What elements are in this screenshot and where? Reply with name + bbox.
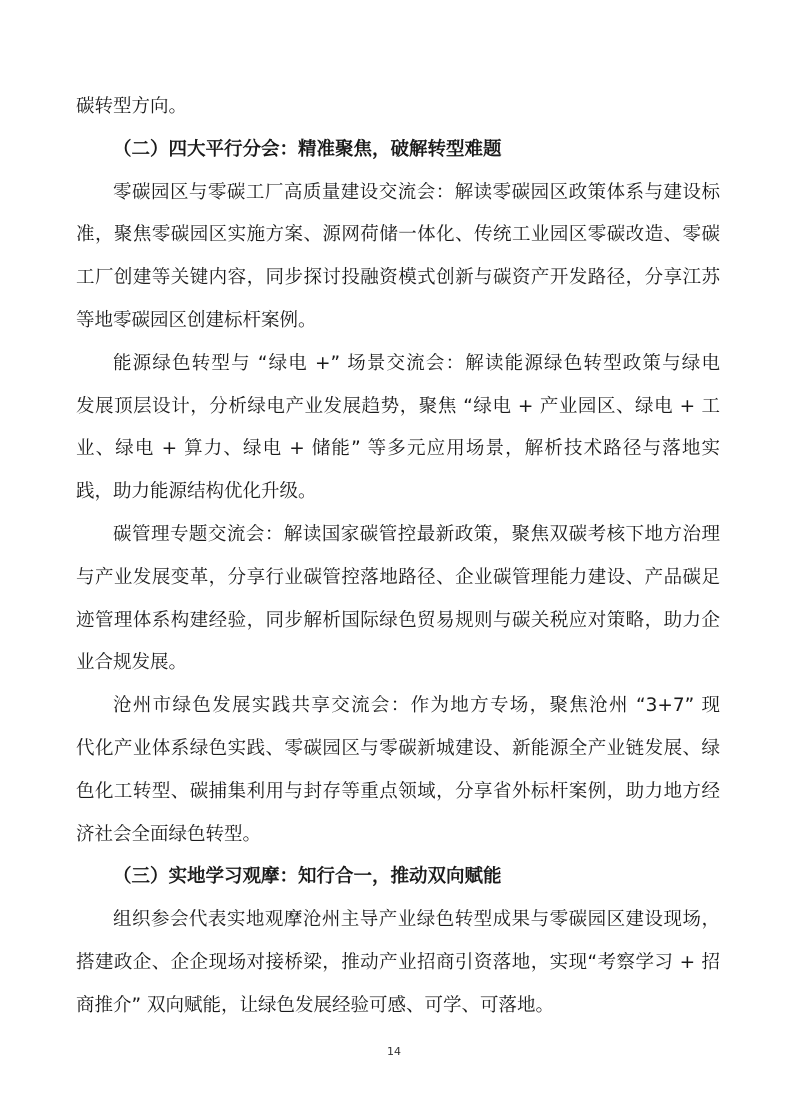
paragraph-line: 践，助力能源结构优化升级。 <box>76 481 317 503</box>
paragraph-line: 色化工转型、碳捕集利用与封存等重点领域，分享省外标杆案例，助力地方经 <box>76 780 720 802</box>
paragraph-line: 组织参会代表实地观摩沧州主导产业绿色转型成果与零碳园区建设现场， <box>113 909 720 931</box>
paragraph-line: 代化产业体系绿色实践、零碳园区与零碳新城建设、新能源全产业链发展、绿 <box>76 737 720 759</box>
paragraph-line: 碳转型方向。 <box>76 96 188 117</box>
paragraph-line: 零碳园区与零碳工厂高质量建设交流会：解读零碳园区政策体系与建设标 <box>113 181 720 203</box>
page-body <box>76 86 720 1028</box>
paragraph-line: 等地零碳园区创建标杆案例。 <box>76 309 317 331</box>
paragraph-line: 沧州市绿色发展实践共享交流会：作为地方专场，聚焦沧州 “3+7” 现 <box>113 695 720 717</box>
paragraph-line: 准，聚焦零碳园区实施方案、源网荷储一体化、传统工业园区零碳改造、零碳 <box>76 224 720 246</box>
section-heading-2: （二）四大平行分会：精准聚焦，破解转型难题 <box>113 138 502 160</box>
paragraph-line: 业、绿电 + 算力、绿电 + 储能” 等多元应用场景，解析技术路径与落地实 <box>76 438 720 460</box>
paragraph-line: 济社会全面绿色转型。 <box>76 823 262 845</box>
paragraph-line: 工厂创建等关键内容，同步探讨投融资模式创新与碳资产开发路径，分享江苏 <box>76 267 720 289</box>
paragraph-line: 碳管理专题交流会：解读国家碳管控最新政策，聚焦双碳考核下地方治理 <box>113 523 720 545</box>
paragraph-line: 能源绿色转型与 “绿电 +” 场景交流会：解读能源绿色转型政策与绿电 <box>113 352 720 374</box>
paragraph-line: 商推介” 双向赋能，让绿色发展经验可感、可学、可落地。 <box>76 994 554 1016</box>
paragraph-line: 迹管理体系构建经验，同步解析国际绿色贸易规则与碳关税应对策略，助力企 <box>76 609 720 631</box>
paragraph-line: 发展顶层设计，分析绿电产业发展趋势，聚焦 “绿电 + 产业园区、绿电 + 工 <box>76 395 720 417</box>
page-number: 14 <box>387 1045 401 1058</box>
section-heading-3: （三）实地学习观摩：知行合一，推动双向赋能 <box>113 866 502 888</box>
paragraph-line: 搭建政企、企企现场对接桥梁，推动产业招商引资落地，实现“考察学习 + 招 <box>76 951 720 973</box>
paragraph-line: 业合规发展。 <box>76 652 188 674</box>
paragraph-line: 与产业发展变革，分享行业碳管控落地路径、企业碳管理能力建设、产品碳足 <box>76 566 720 588</box>
